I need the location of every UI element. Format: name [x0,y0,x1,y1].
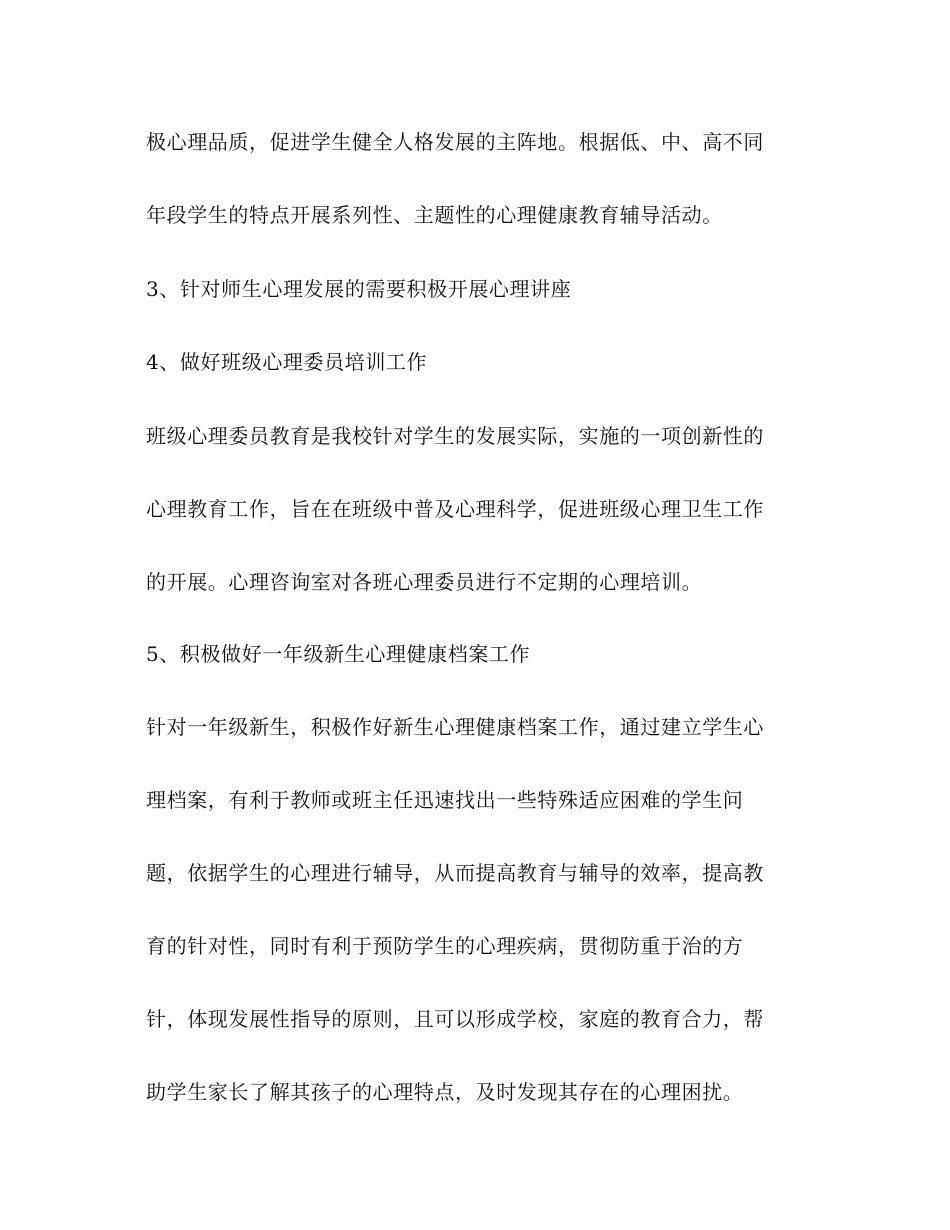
paragraph-line-13: 针，体现发展性指导的原则，且可以形成学校，家庭的教育合力，帮 [146,1007,764,1031]
paragraph-line-10: 理档案，有利于教师或班主任迅速找出一些特殊适应困难的学生问 [146,788,744,812]
paragraph-line-11: 题，依据学生的心理进行辅导，从而提高教育与辅导的效率，提高教 [146,861,764,885]
section-heading-4: 4、做好班级心理委员培训工作 [146,350,428,374]
section-heading-3: 3、针对师生心理发展的需要积极开展心理讲座 [146,277,572,301]
paragraph-line-12: 育的针对性，同时有利于预防学生的心理疾病，贯彻防重于治的方 [146,934,744,958]
paragraph-line-14: 助学生家长了解其孩子的心理特点，及时发现其存在的心理困扰。 [146,1080,744,1104]
paragraph-line-7: 的开展。心理咨询室对各班心理委员进行不定期的心理培训。 [146,570,703,594]
paragraph-line-6: 心理教育工作，旨在在班级中普及心理科学，促进班级心理卫生工作 [146,497,764,521]
paragraph-line-9: 针对一年级新生，积极作好新生心理健康档案工作，通过建立学生心 [146,715,764,739]
section-heading-5: 5、积极做好一年级新生心理健康档案工作 [146,642,531,666]
paragraph-line-5: 班级心理委员教育是我校针对学生的发展实际，实施的一项创新性的 [146,424,764,448]
paragraph-line-2: 年段学生的特点开展系列性、主题性的心理健康教育辅导活动。 [146,203,723,227]
paragraph-line-1: 极心理品质，促进学生健全人格发展的主阵地。根据低、中、高不同 [146,130,764,154]
